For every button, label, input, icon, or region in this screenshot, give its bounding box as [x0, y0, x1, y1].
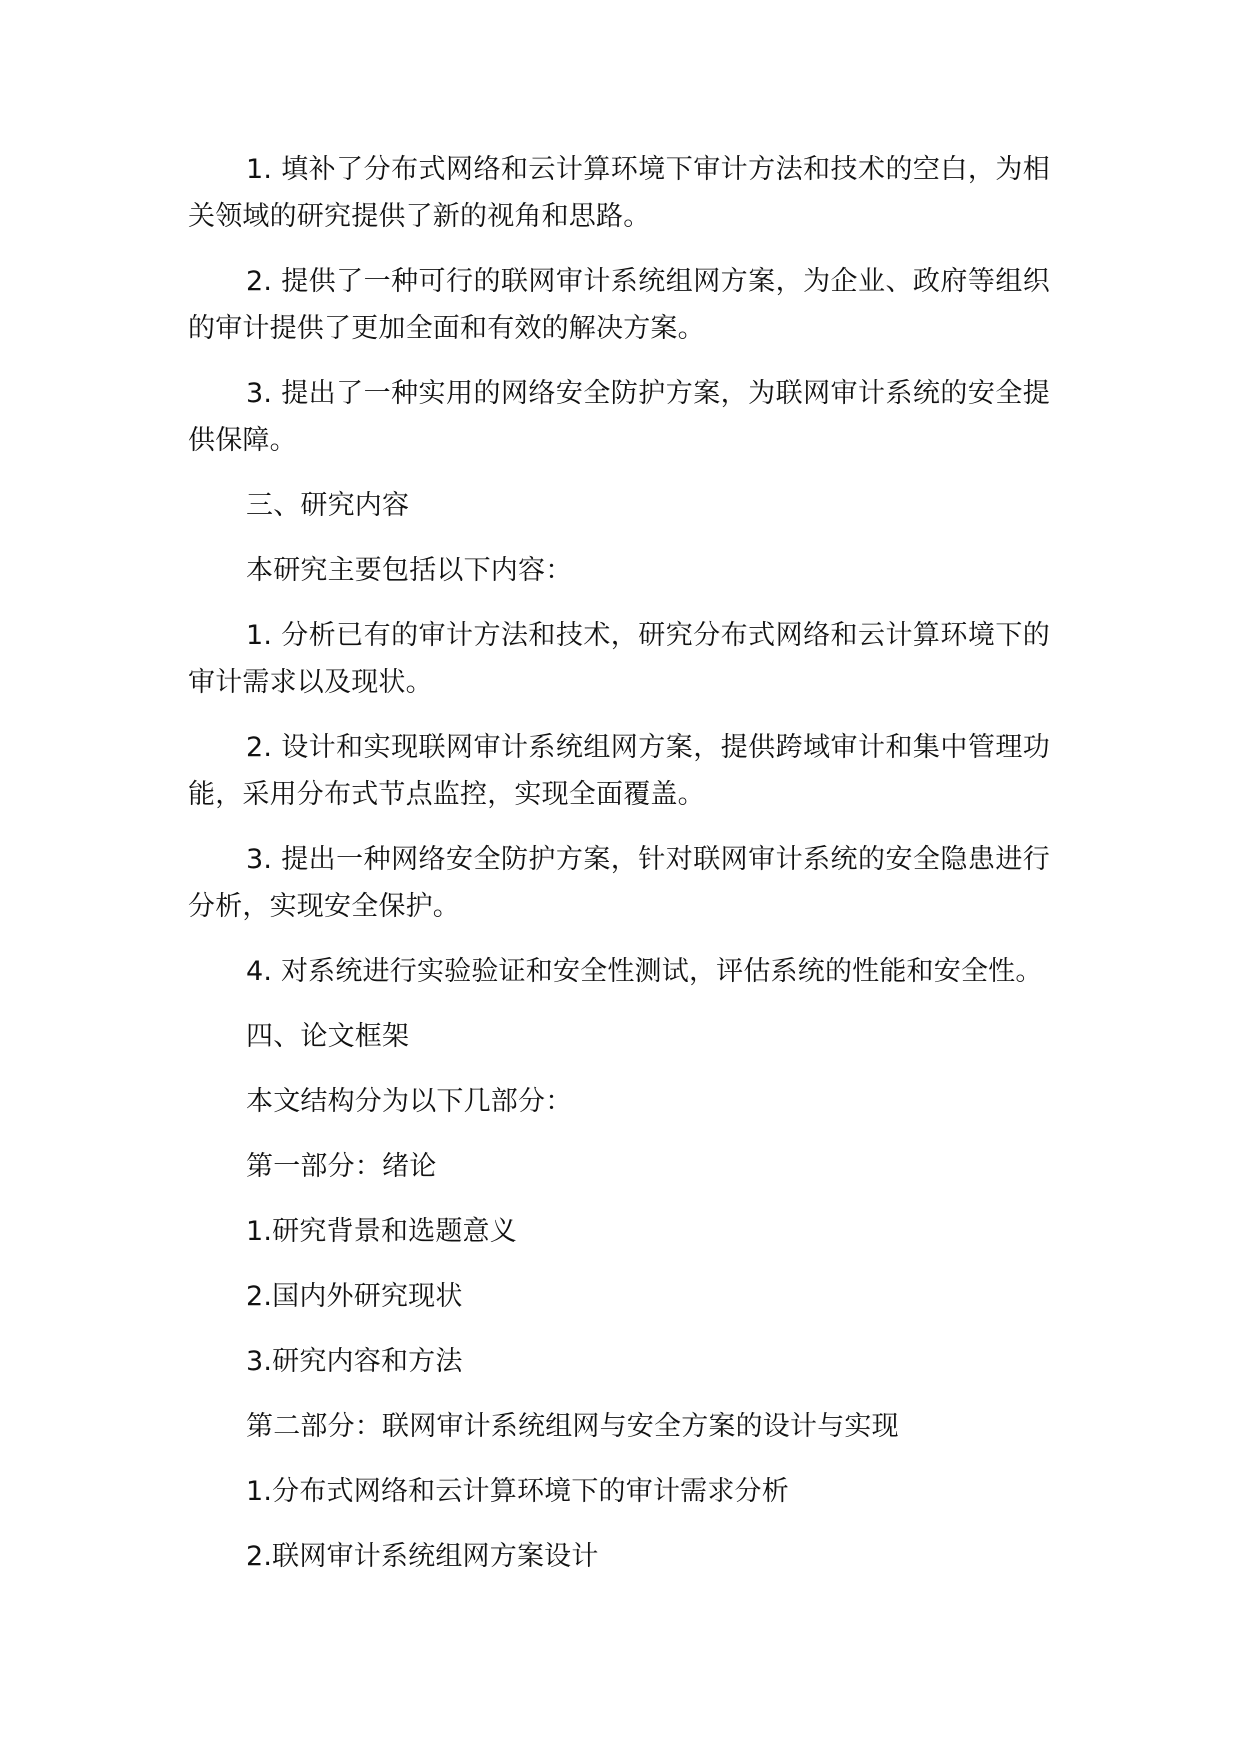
section-heading-research-content: 三、研究内容: [246, 490, 410, 521]
research-content-intro: 本研究主要包括以下内容：: [246, 555, 573, 586]
contribution-item-1: 1. 填补了分布式网络和云计算环境下审计方法和技术的空白，为相关领域的研究提供了新的视角和思路。: [188, 154, 1050, 232]
part-two-heading: 第二部分：联网审计系统组网与安全方案的设计与实现: [246, 1411, 899, 1442]
contribution-item-3: 3. 提出了一种实用的网络安全防护方案，为联网审计系统的安全提供保障。: [188, 378, 1050, 456]
part-one-item-1: 1.研究背景和选题意义: [246, 1216, 517, 1247]
framework-intro: 本文结构分为以下几部分：: [246, 1086, 573, 1117]
research-content-item-3: 3. 提出一种网络安全防护方案，针对联网审计系统的安全隐患进行分析，实现安全保护。: [188, 844, 1050, 922]
document-page: [188, 146, 1050, 1598]
research-content-item-1: 1. 分析已有的审计方法和技术，研究分布式网络和云计算环境下的审计需求以及现状。: [188, 620, 1050, 698]
part-one-item-2: 2.国内外研究现状: [246, 1281, 463, 1312]
part-one-item-3: 3.研究内容和方法: [246, 1346, 463, 1377]
section-heading-thesis-framework: 四、论文框架: [246, 1021, 410, 1052]
part-two-item-2: 2.联网审计系统组网方案设计: [246, 1541, 599, 1572]
contribution-item-2: 2. 提供了一种可行的联网审计系统组网方案，为企业、政府等组织的审计提供了更加全面和有效的解决方案。: [188, 266, 1050, 344]
research-content-item-2: 2. 设计和实现联网审计系统组网方案，提供跨域审计和集中管理功能，采用分布式节点监控，实现全面覆盖。: [188, 732, 1050, 810]
part-two-item-1: 1.分布式网络和云计算环境下的审计需求分析: [246, 1476, 789, 1507]
part-one-heading: 第一部分：绪论: [246, 1151, 437, 1182]
research-content-item-4: 4. 对系统进行实验验证和安全性测试，评估系统的性能和安全性。: [246, 956, 1043, 987]
